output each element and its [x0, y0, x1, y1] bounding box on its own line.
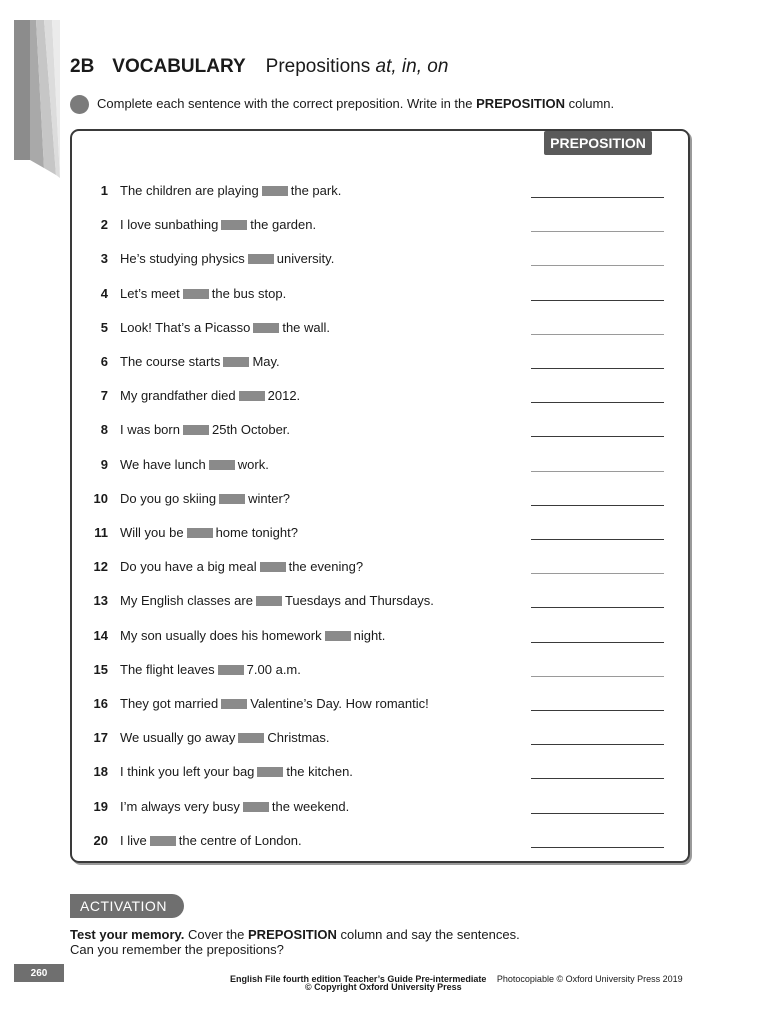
blank-gap [221, 699, 247, 709]
sentence-after: home tonight? [215, 525, 298, 540]
unit-label: 2B [70, 56, 95, 77]
exercise-item [86, 215, 666, 235]
item-sentence [120, 388, 300, 403]
activation-bold: Test your memory. [70, 927, 185, 942]
sentence-before: Do you go skiing [120, 490, 217, 506]
exercise-item [86, 626, 666, 646]
blank-gap [262, 186, 288, 196]
exercise-item [86, 489, 666, 509]
item-sentence [120, 662, 301, 677]
instruction-keyword: PREPOSITION [476, 96, 565, 111]
exercise-item [86, 591, 666, 611]
subtitle-prefix: Prepositions [265, 56, 371, 77]
blank-gap [256, 596, 282, 606]
exercise-item [86, 762, 666, 782]
sentence-before: The flight leaves [120, 661, 215, 677]
item-number: 2 [100, 217, 108, 233]
item-sentence [120, 422, 290, 437]
answer-line[interactable] [531, 368, 664, 369]
answer-line[interactable] [531, 744, 664, 745]
sentence-after: university. [276, 251, 335, 267]
sentence-before: I’m always very busy [120, 798, 240, 814]
blank-gap [253, 323, 279, 333]
sentence-before: My English classes are [120, 593, 253, 609]
instruction-after: column. [568, 96, 615, 111]
item-sentence [120, 525, 298, 540]
item-sentence [120, 320, 330, 335]
sentence-after: May. [252, 354, 280, 369]
item-number: 14 [93, 627, 108, 643]
sentence-before: They got married [120, 696, 219, 711]
sentence-before: Will you be [120, 525, 184, 540]
exercise-item [86, 455, 666, 475]
blank-gap [150, 836, 176, 846]
page-number: 260 [14, 964, 64, 982]
answer-line[interactable] [531, 334, 664, 335]
item-sentence [120, 696, 429, 711]
blank-gap [248, 254, 274, 264]
item-number: 10 [93, 490, 108, 506]
sentence-before: I live [120, 832, 147, 848]
sentence-after: the garden. [250, 217, 317, 233]
blank-gap [209, 460, 235, 470]
answer-line[interactable] [531, 197, 664, 198]
blank-gap [187, 528, 213, 538]
blank-gap [238, 733, 264, 743]
answer-line[interactable] [531, 676, 664, 677]
item-sentence [120, 730, 330, 745]
blank-gap [219, 494, 245, 504]
section-label: VOCABULARY [112, 56, 246, 77]
item-sentence [120, 354, 280, 369]
item-sentence [120, 559, 363, 574]
item-number: 11 [94, 525, 108, 540]
sentence-after: the evening? [288, 559, 364, 575]
blank-gap [183, 425, 209, 435]
item-sentence [120, 628, 385, 643]
sentence-after: 7.00 a.m. [246, 661, 301, 677]
sentence-after: the park. [290, 183, 342, 198]
sentence-after: the bus stop. [211, 285, 287, 301]
sentence-before: Let’s meet [120, 285, 180, 301]
answer-line[interactable] [531, 607, 664, 608]
item-number: 20 [93, 832, 108, 848]
instruction-before: Complete each sentence with the correct preposition. Write in the [97, 96, 473, 111]
corner-fan-decoration [14, 20, 64, 182]
activation-text1: Cover the [188, 927, 245, 942]
item-number: 19 [93, 798, 108, 814]
sentence-after: the centre of London. [178, 832, 302, 848]
exercise-item [86, 797, 666, 817]
sentence-after: the kitchen. [286, 764, 353, 780]
item-number: 15 [93, 661, 108, 677]
blank-gap [325, 631, 351, 641]
item-number: 6 [100, 354, 108, 369]
blank-gap [218, 665, 244, 675]
sentence-after: winter? [248, 490, 291, 506]
answer-line[interactable] [531, 231, 664, 232]
activation-label: ACTIVATION [70, 894, 184, 918]
sentence-before: We have lunch [120, 456, 206, 472]
answer-line[interactable] [531, 402, 664, 403]
answer-line[interactable] [531, 847, 664, 848]
exercise-item [86, 284, 666, 304]
item-sentence [120, 217, 316, 232]
item-number: 7 [100, 388, 108, 404]
answer-line[interactable] [531, 539, 664, 540]
answer-line[interactable] [531, 573, 664, 574]
blank-gap [260, 562, 286, 572]
item-sentence [120, 457, 269, 472]
sentence-before: Look! That’s a Picasso [120, 319, 251, 335]
exercise-item [86, 694, 666, 714]
item-number: 16 [93, 696, 108, 711]
item-number: 5 [100, 319, 108, 335]
activation-text3: Can you remember the prepositions? [70, 942, 284, 957]
exercise-item [86, 352, 666, 372]
footer-title: English File fourth edition Teacher’s Guide Pre-intermediate [230, 974, 487, 984]
blank-gap [239, 391, 265, 401]
sentence-after: 25th October. [211, 422, 291, 438]
sentence-after: 2012. [267, 388, 301, 404]
sentence-after: work. [237, 456, 269, 472]
exercise-item [86, 557, 666, 577]
page-title [70, 56, 448, 78]
item-number: 3 [100, 251, 108, 267]
sentence-before: He’s studying physics [120, 251, 245, 267]
answer-line[interactable] [531, 265, 664, 266]
sentence-after: Tuesdays and Thursdays. [284, 593, 434, 609]
answer-line[interactable] [531, 505, 664, 506]
item-sentence [120, 491, 290, 506]
activation-text [70, 927, 520, 957]
item-number: 12 [93, 559, 108, 575]
exercise-item [86, 420, 666, 440]
activation-keyword: PREPOSITION [248, 927, 337, 942]
blank-gap [223, 357, 249, 367]
sentence-after: the weekend. [271, 798, 350, 814]
preposition-column-header: PREPOSITION [544, 131, 652, 155]
sentence-before: The course starts [120, 354, 221, 369]
item-number: 8 [100, 422, 108, 438]
sentence-before: I think you left your bag [120, 764, 255, 780]
answer-line[interactable] [531, 710, 664, 711]
sentence-after: Valentine’s Day. How romantic! [250, 696, 429, 711]
item-sentence [120, 286, 286, 301]
answer-line[interactable] [531, 813, 664, 814]
answer-line[interactable] [531, 778, 664, 779]
item-sentence [120, 764, 353, 779]
sentence-after: the wall. [282, 319, 331, 335]
item-sentence [120, 183, 341, 198]
blank-gap [257, 767, 283, 777]
sentence-after: Christmas. [267, 730, 330, 746]
exercise-item [86, 660, 666, 680]
subtitle [266, 56, 449, 78]
sentence-before: Do you have a big meal [120, 559, 257, 575]
blank-gap [243, 802, 269, 812]
answer-line[interactable] [531, 300, 664, 301]
item-number: 4 [100, 285, 108, 301]
item-number: 17 [93, 730, 108, 746]
footer-copyright: © Copyright Oxford University Press [305, 982, 462, 992]
instruction-text [97, 96, 614, 111]
item-sentence [120, 593, 434, 608]
item-number: 13 [93, 593, 108, 609]
exercise-item [86, 831, 666, 851]
item-sentence [120, 251, 334, 266]
activation-text2: column and say the sentences. [340, 927, 520, 942]
blank-gap [183, 289, 209, 299]
footer-photocopiable: Photocopiable © Oxford University Press 2019 [496, 974, 683, 984]
exercise-item [86, 728, 666, 748]
sentence-before: I was born [120, 422, 180, 438]
answer-line[interactable] [531, 642, 664, 643]
item-sentence [120, 833, 302, 848]
sentence-before: My grandfather died [120, 388, 236, 404]
instruction-bullet-icon [70, 95, 89, 114]
exercise-item [86, 386, 666, 406]
answer-line[interactable] [531, 436, 664, 437]
exercise-item [86, 181, 666, 201]
sentence-before: We usually go away [120, 730, 236, 746]
answer-line[interactable] [531, 471, 664, 472]
item-number: 1 [100, 183, 108, 198]
sentence-before: My son usually does his homework [120, 627, 322, 643]
exercise-item [86, 318, 666, 338]
exercise-item [86, 523, 666, 543]
item-sentence [120, 799, 349, 814]
subtitle-words: at, in, on [375, 56, 449, 77]
sentence-after: night. [353, 627, 386, 643]
exercise-item [86, 249, 666, 269]
sentence-before: I love sunbathing [120, 217, 219, 233]
item-number: 9 [100, 456, 108, 472]
sentence-before: The children are playing [120, 183, 259, 198]
blank-gap [221, 220, 247, 230]
item-number: 18 [93, 764, 108, 780]
